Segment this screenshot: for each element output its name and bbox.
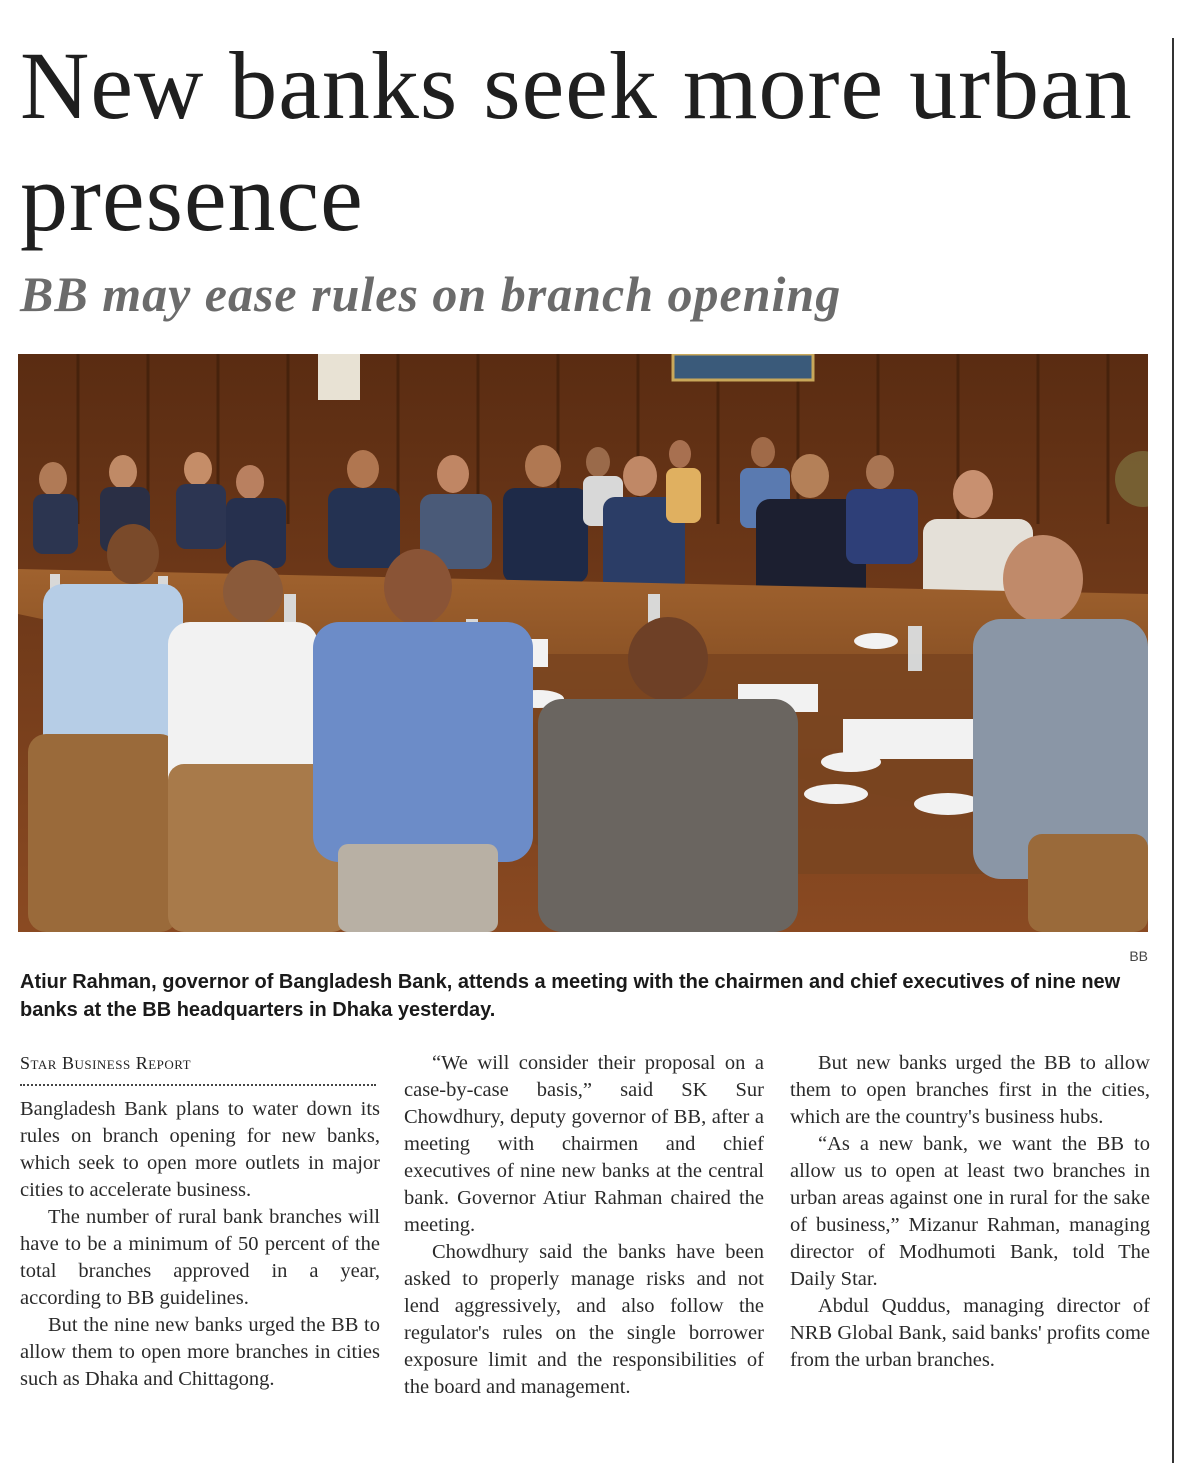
paragraph: Bangladesh Bank plans to water down its rules on branch opening for new banks, which seek to open more outlets in major cities to accelerate business. <box>20 1098 380 1201</box>
paragraph: The number of rural bank branches will have to be a minimum of 50 percent of the total branches approved in a year, according to BB guidelines. <box>20 1206 380 1309</box>
column-rule <box>1172 38 1174 1463</box>
headline: New banks seek more urban presence <box>20 32 1133 251</box>
photo-caption: Atiur Rahman, governor of Bangladesh Bank, attends a meeting with the chairmen and chief executives of nine new banks at the BB headquarters in Dhaka yesterday. <box>20 971 1121 1021</box>
article-column-1 <box>20 1050 380 1393</box>
paragraph: “As a new bank, we want the BB to allow us to open at least two branches in urban areas against one in rural for the sake of business,” Mizanur Rahman, managing director of Modhumoti Bank, told The Daily Star. <box>790 1133 1150 1290</box>
byline: Star Business Report <box>20 1053 192 1073</box>
paragraph: Abdul Quddus, managing director of NRB Global Bank, said banks' profits come from the urban branches. <box>790 1295 1150 1371</box>
byline-divider <box>20 1084 376 1086</box>
paragraph: But new banks urged the BB to allow them to open branches first in the cities, which are the country's business hubs. <box>790 1052 1150 1128</box>
article-column-3 <box>790 1050 1150 1374</box>
subheadline: BB may ease rules on branch opening <box>20 266 842 322</box>
meeting-photo <box>18 354 1148 932</box>
paragraph: Chowdhury said the banks have been asked to properly manage risks and not lend aggressively, and also follow the regulator's rules on the single borrower exposure limit and the responsibilities of the board and management. <box>404 1241 764 1398</box>
paragraph: “We will consider their proposal on a case-by-case basis,” said SK Sur Chowdhury, deputy governor of BB, after a meeting with chairmen and chief executives of nine new banks at the central bank. Governor Atiur Rahman chaired the meeting. <box>404 1052 764 1236</box>
article-column-2 <box>404 1050 764 1401</box>
photo-credit: BB <box>1129 948 1148 964</box>
paragraph: But the nine new banks urged the BB to allow them to open more branches in cities such as Dhaka and Chittagong. <box>20 1314 380 1390</box>
